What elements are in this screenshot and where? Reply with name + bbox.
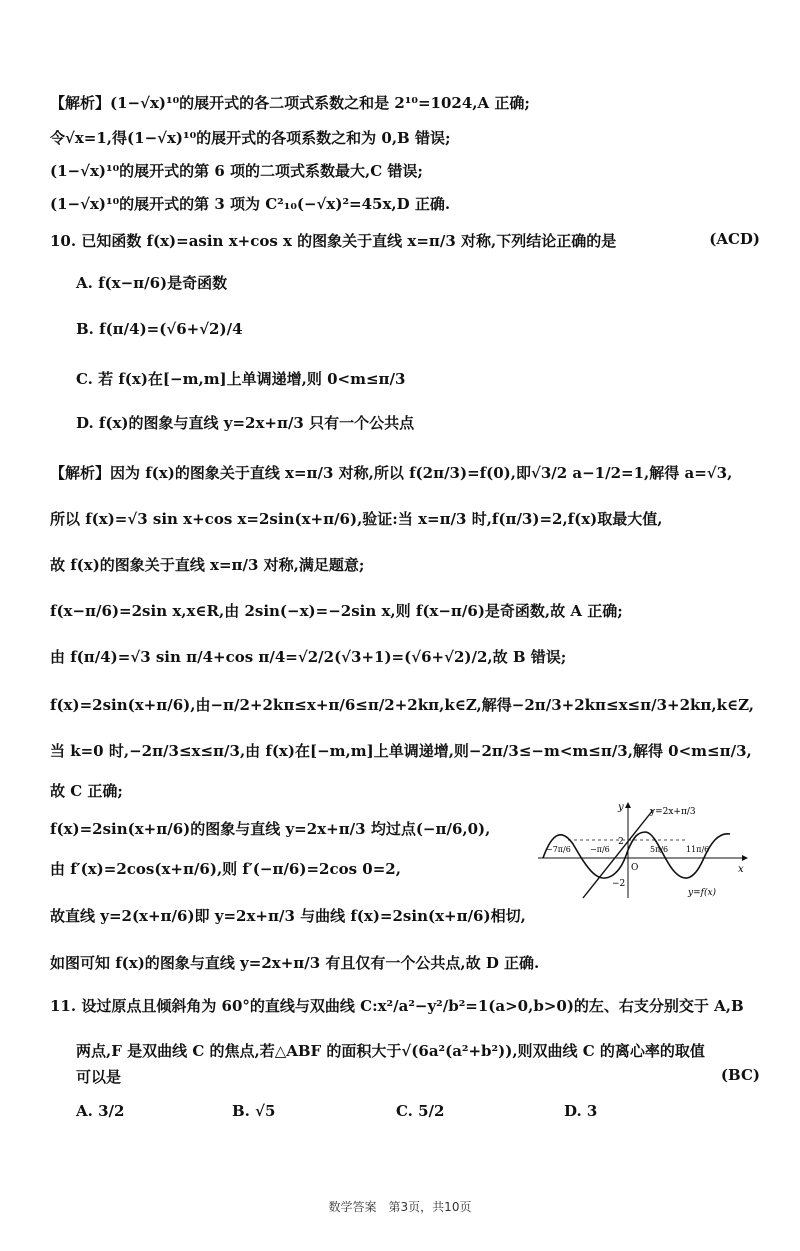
page-footer: 数学答案 第3页，共10页	[328, 1200, 472, 1214]
question-10-option-a: A. f(x−π/6)是奇函数	[76, 274, 228, 292]
question-10-stem: 10. 已知函数 f(x)=asin x+cos x 的图象关于直线 x=π/3 对称,下列结论正确的是	[50, 232, 617, 250]
analysis-line-3: (1−√x)¹⁰的展开式的第 6 项的二项式系数最大,C 错误;	[50, 162, 423, 180]
question-10-answer: (ACD)	[709, 230, 760, 248]
solution-line-1: 【解析】因为 f(x)的图象关于直线 x=π/3 对称,所以 f(2π/3)=f(0),即√3/2 a−1/2=1,解得 a=√3,	[50, 464, 733, 482]
x-axis-arrow	[742, 855, 748, 861]
y-tick-neg2: −2	[612, 879, 626, 889]
analysis-line-4: (1−√x)¹⁰的展开式的第 3 项为 C²₁₀(−√x)²=45x,D 正确.	[50, 195, 451, 213]
solution-line-9: f(x)=2sin(x+π/6)的图象与直线 y=2x+π/3 均过点(−π/6,0),	[50, 820, 491, 838]
solution-line-3: 故 f(x)的图象关于直线 x=π/3 对称,满足题意;	[50, 556, 365, 574]
solution-line-11: 故直线 y=2(x+π/6)即 y=2x+π/3 与曲线 f(x)=2sin(x+π/6)相切,	[50, 907, 526, 925]
x-tick-11pi-6: 11π/6	[686, 845, 710, 854]
question-10-option-c: C. 若 f(x)在[−m,m]上单调递增,则 0<m≤π/3	[76, 370, 406, 388]
solution-line-10: 由 f′(x)=2cos(x+π/6),则 f′(−π/6)=2cos 0=2,	[50, 860, 401, 878]
solution-line-2: 所以 f(x)=√3 sin x+cos x=2sin(x+π/6),验证:当 x=π/3 时,f(π/3)=2,f(x)取最大值,	[50, 510, 663, 528]
solution-line-12: 如图可知 f(x)的图象与直线 y=2x+π/3 有且仅有一个公共点,故 D 正确.	[50, 954, 540, 972]
solution-line-8: 故 C 正确;	[50, 782, 123, 800]
question-11-stem-line-3: 可以是	[76, 1068, 122, 1086]
question-11-option-b: B. √5	[232, 1102, 276, 1120]
question-10-option-d: D. f(x)的图象与直线 y=2x+π/3 只有一个公共点	[76, 414, 415, 432]
question-11-option-d: D. 3	[564, 1102, 598, 1120]
solution-line-6: f(x)=2sin(x+π/6),由−π/2+2kπ≤x+π/6≤π/2+2kπ,k∈Z,解得−2π/3+2kπ≤x≤π/3+2kπ,k∈Z,	[50, 696, 755, 714]
origin-label: O	[631, 863, 639, 873]
question-11-stem-line-2: 两点,F 是双曲线 C 的焦点,若△ABF 的面积大于√(6a²(a²+b²)),则双曲线 C 的离心率的取值	[76, 1042, 705, 1060]
analysis-line-1: 【解析】(1−√x)¹⁰的展开式的各二项式系数之和是 2¹⁰=1024,A 正确;	[50, 94, 530, 112]
line-label: y=2x+π/3	[650, 807, 696, 817]
solution-line-5: 由 f(π/4)=√3 sin π/4+cos π/4=√2/2(√3+1)=(√6+√2)/2,故 B 错误;	[50, 648, 567, 666]
x-axis-label: x	[738, 864, 744, 875]
question-10-option-b: B. f(π/4)=(√6+√2)/4	[76, 320, 243, 338]
y-tick-2: 2	[618, 837, 624, 847]
question-11-answer: (BC)	[720, 1066, 760, 1084]
x-tick-neg-pi-6: −π/6	[590, 845, 610, 854]
y-axis-arrow	[625, 802, 631, 808]
x-tick-neg-7pi-6: −7π/6	[546, 845, 571, 854]
question-11-stem-line-1: 11. 设过原点且倾斜角为 60°的直线与双曲线 C:x²/a²−y²/b²=1(a>0,b>0)的左、右支分别交于 A,B	[50, 997, 744, 1015]
question-11-option-c: C. 5/2	[396, 1102, 445, 1120]
y-axis-label: y	[618, 802, 624, 813]
sine-tangent-graph	[538, 800, 748, 900]
solution-line-7: 当 k=0 时,−2π/3≤x≤π/3,由 f(x)在[−m,m]上单调递增,则−2π/3≤−m<m≤π/3,解得 0<m≤π/3,	[50, 742, 752, 760]
analysis-line-2: 令√x=1,得(1−√x)¹⁰的展开式的各项系数之和为 0,B 错误;	[50, 129, 451, 147]
question-11-option-a: A. 3/2	[76, 1102, 125, 1120]
solution-line-4: f(x−π/6)=2sin x,x∈R,由 2sin(−x)=−2sin x,则 f(x−π/6)是奇函数,故 A 正确;	[50, 602, 623, 620]
curve-label: y=f(x)	[688, 888, 717, 898]
x-tick-5pi-6: 5π/6	[650, 845, 669, 854]
